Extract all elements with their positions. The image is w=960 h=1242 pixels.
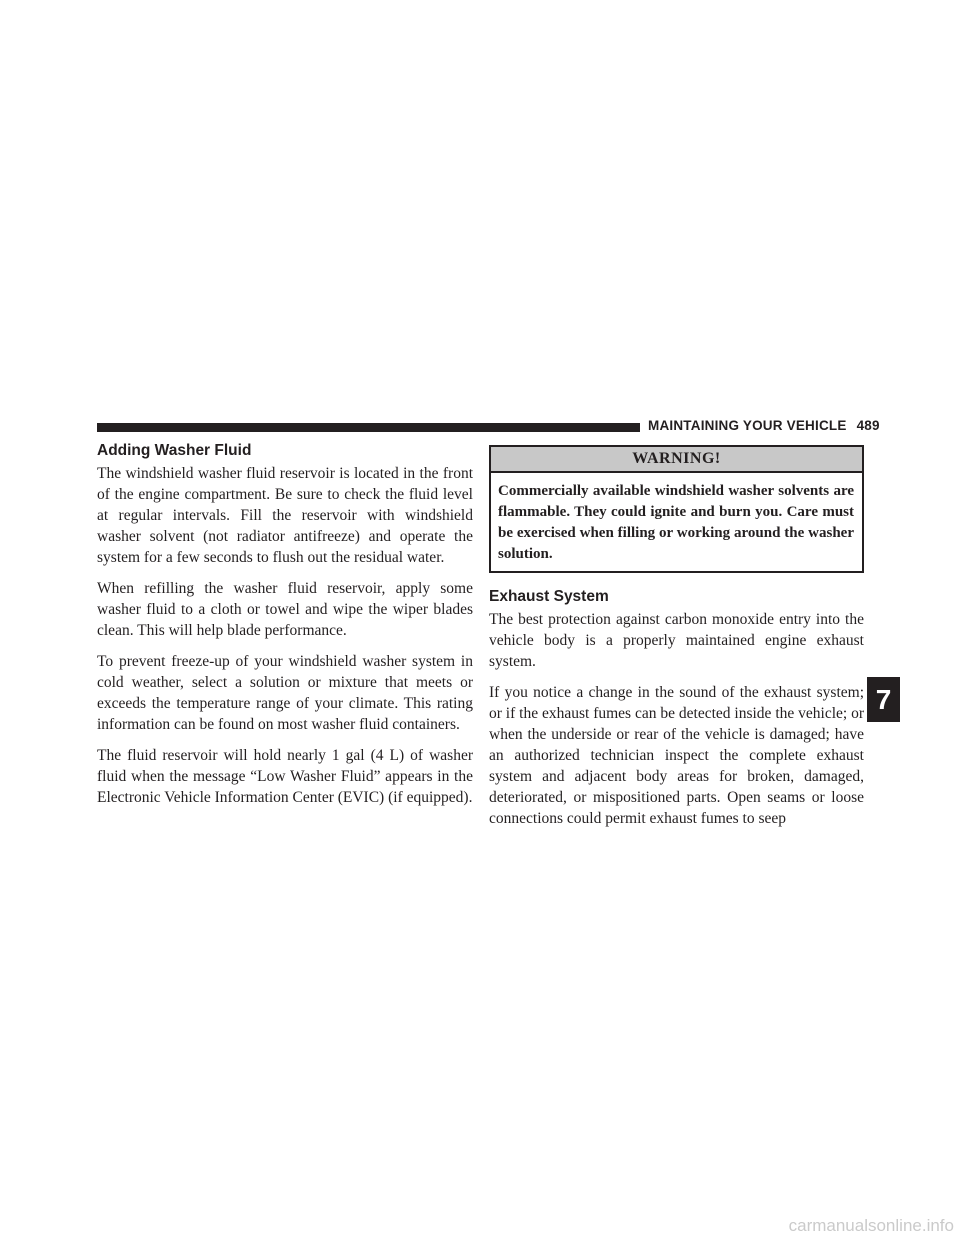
warning-box (489, 445, 864, 573)
chapter-tab: 7 (867, 677, 900, 722)
watermark: carmanualsonline.info (788, 1216, 954, 1235)
heading-adding-washer-fluid: Adding Washer Fluid (97, 442, 252, 459)
header-rule (97, 423, 640, 432)
running-header (648, 418, 880, 433)
paragraph: To prevent freeze-up of your windshield washer system in cold weather, select a solution or mixture that meets or exceeds the temperature range of your climate. This rating information can be found on most washer fluid containers. (97, 653, 473, 733)
paragraph: The fluid reservoir will hold nearly 1 gal (4 L) of washer fluid when the message “Low Washer Fluid” appears in the Electronic Vehicle Information Center (EVIC) (if equipped). (97, 747, 473, 806)
left-column (97, 442, 473, 818)
paragraph: The windshield washer fluid reservoir is located in the front of the engine compartment. Be sure to check the fluid level at regular intervals. Fill the reservoir with windshield washer solvent (not radiator antifreeze) and operate the system for a few seconds to flush out the residual water. (97, 465, 473, 566)
warning-body: Commercially available windshield washer solvents are flammable. They could ignite and burn you. Care must be exercised when filling or working around the washer solution. (498, 483, 854, 562)
section-title: MAINTAINING YOUR VEHICLE (648, 418, 847, 433)
paragraph: When refilling the washer fluid reservoir, apply some washer fluid to a cloth or towel and wipe the wiper blades clean. This will help blade performance. (97, 580, 473, 639)
paragraph: If you notice a change in the sound of the exhaust system; or if the exhaust fumes can be detected inside the vehicle; or when the underside or rear of the vehicle is damaged; have an authorized technician inspect the complete exhaust system and adjacent body areas for broken, damaged, deteriorated, or mispositioned parts. Open seams or loose connections could permit exhaust fumes to seep (489, 684, 864, 827)
paragraph: The best protection against carbon monoxide entry into the vehicle body is a properly maintained engine exhaust system. (489, 611, 864, 670)
heading-exhaust-system: Exhaust System (489, 588, 609, 605)
page-number: 489 (856, 418, 880, 433)
right-column (489, 442, 864, 839)
warning-title: WARNING! (491, 447, 862, 473)
